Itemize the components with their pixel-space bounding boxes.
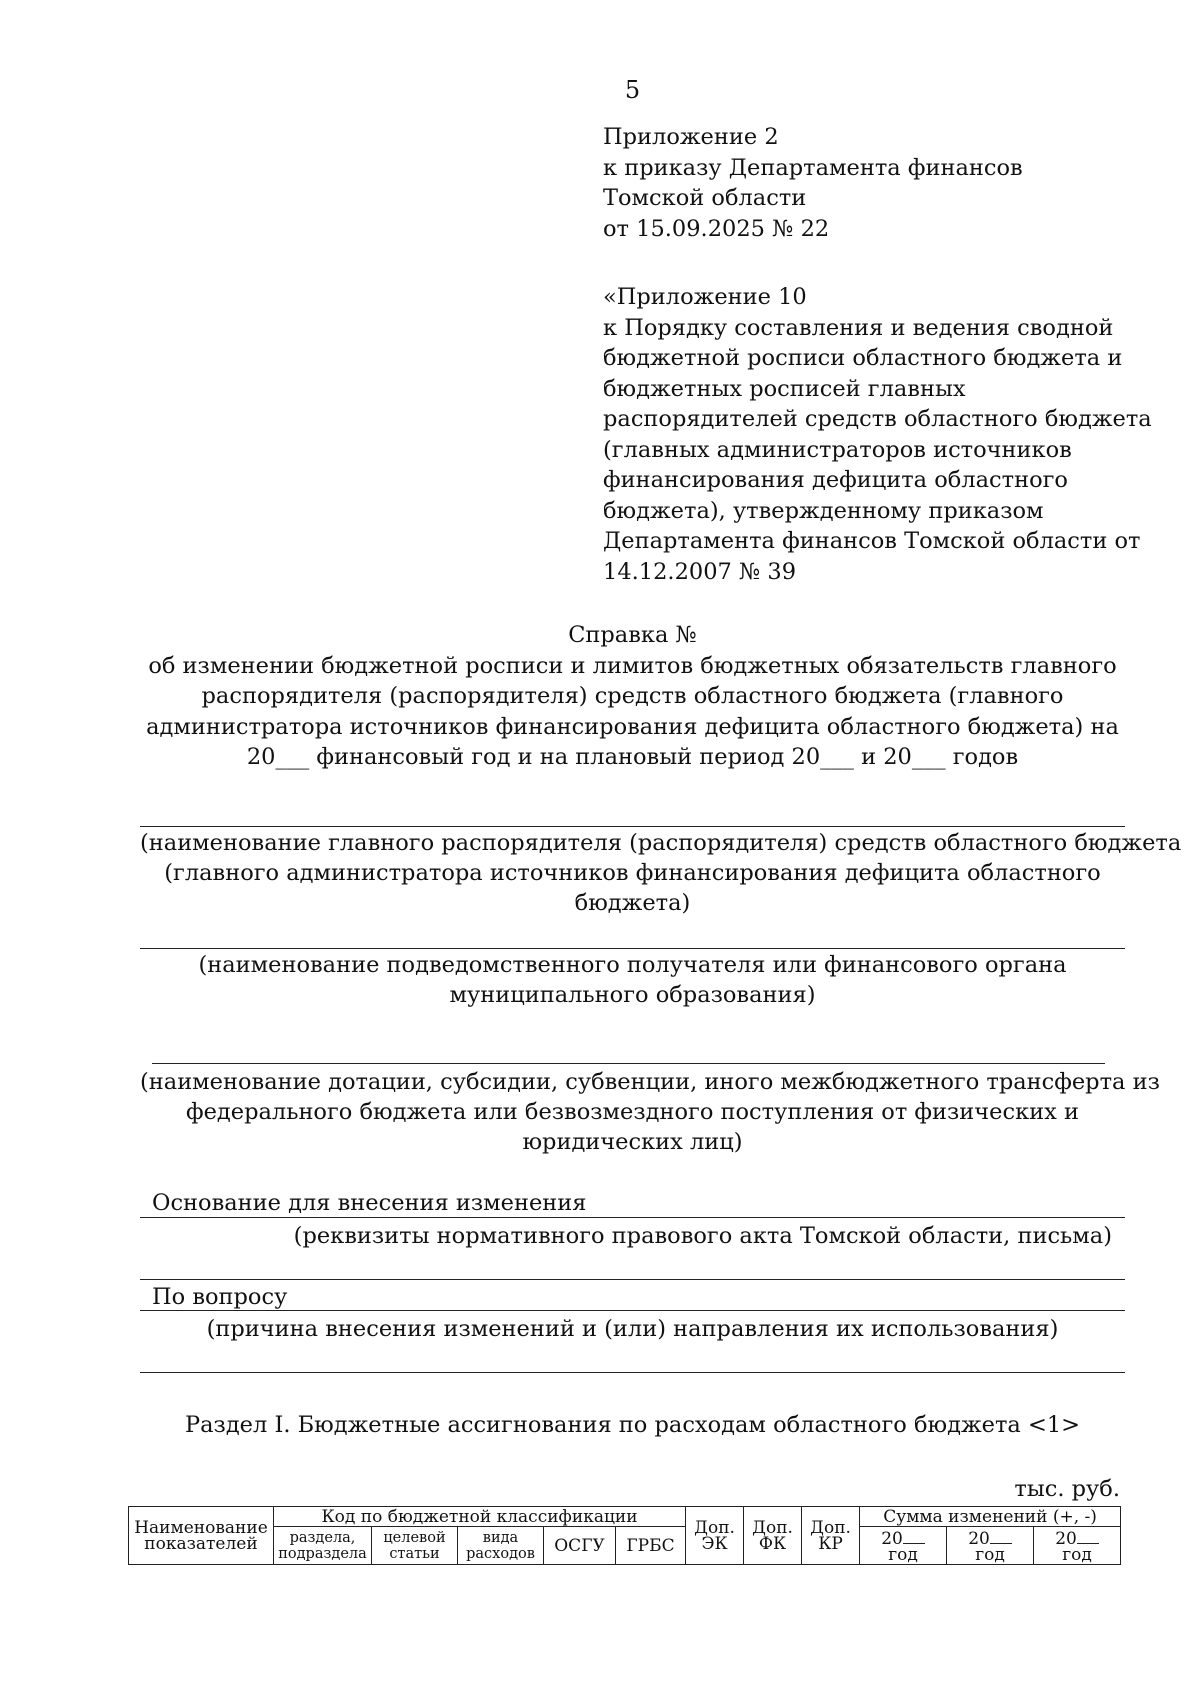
title-line: администратора источников финансирования дефицита областного бюджета) на [146,713,1119,740]
header-extra-ek: Доп. ЭК [686,1507,744,1565]
page-number: 5 [624,76,641,104]
caption-line: бюджета) [574,890,691,916]
basis-label: Основание для внесения изменения [152,1190,587,1216]
header-code-group: Код по бюджетной классификации [274,1507,686,1527]
basis-extra-line[interactable] [140,1279,1125,1280]
caption-line: (причина внесения изменений и (или) направления их использования) [206,1316,1059,1342]
header-year-3: 20 год [1034,1527,1121,1565]
appendix-header-line: Томской области [603,185,807,211]
question-caption [140,1314,1125,1344]
appendix-header-line: Приложение 2 [603,124,779,150]
appendix-quote-line: Департамента финансов Томской области от [603,528,1141,554]
caption-line: муниципального образования) [449,982,816,1008]
title-line: Справка № [568,622,697,648]
header-year-1: 20 год [860,1527,947,1565]
appendix-quote-line: бюджетной росписи областного бюджета и [603,345,1123,371]
transfer-field-line[interactable] [152,1063,1105,1064]
title-line: об изменении бюджетной росписи и лимитов бюджетных обязательств главного [148,652,1117,679]
document-title [140,620,1125,773]
caption-line: (наименование подведомственного получателя или финансового органа [198,952,1067,978]
main-manager-field-line[interactable] [140,826,1125,827]
section-title: Раздел I. Бюджетные ассигнования по расходам областного бюджета <1> [185,1412,1080,1438]
caption-line: (главного администратора источников финансирования дефицита областного [164,860,1101,886]
appendix-quote-line: бюджета), утвержденному приказом [603,497,1044,524]
transfer-caption [140,1067,1160,1157]
header-expense-type: вида расходов [458,1527,544,1565]
caption-line: юридических лиц) [522,1129,743,1155]
appendix-quote-line: 14.12.2007 № 39 [603,558,797,585]
caption-line: федерального бюджета или безвозмездного поступления от физических и [185,1099,1079,1125]
appendix-quote [603,282,1152,587]
header-indicator-name: Наименование показателей [129,1507,274,1565]
appendix-quote-line: «Приложение 10 [603,284,807,310]
header-extra-fk: Доп. ФК [744,1507,802,1565]
header-extra-kr: Доп. КР [802,1507,860,1565]
header-sum-group: Сумма изменений (+, -) [860,1507,1121,1527]
subordinate-caption [140,950,1125,1010]
appendix-header-line: к приказу Департамента финансов [603,154,1023,181]
header-year-2: 20 год [947,1527,1034,1565]
question-extra-line[interactable] [140,1372,1125,1373]
header-section-subsection: раздела, подраздела [274,1527,372,1565]
caption-line: (наименование главного распорядителя (распорядителя) средств областного бюджета [140,830,1182,856]
appendix-quote-line: (главных администраторов источников [603,436,1072,463]
caption-line: (наименование дотации, субсидии, субвенции, иного межбюджетного трансферта из [140,1069,1160,1095]
appendix-quote-line: распорядителей средств областного бюджета [603,406,1152,432]
units-label: тыс. руб. [1014,1476,1120,1502]
header-osgu: ОСГУ [544,1527,616,1565]
basis-field-line[interactable] [140,1217,1125,1218]
main-manager-caption [140,828,1182,918]
appendix-quote-line: бюджетных росписей главных [603,375,966,402]
header-target-article: целевой статьи [372,1527,458,1565]
appendix-header [603,122,1123,244]
subordinate-field-line[interactable] [140,948,1125,949]
question-label: По вопросу [152,1284,288,1310]
header-grbs: ГРБС [616,1527,686,1565]
title-line: распорядителя (распорядителя) средств областного бюджета (главного [201,683,1064,709]
appendix-quote-line: к Порядку составления и ведения сводной [603,314,1114,341]
title-line: 20___ финансовый год и на плановый период 20___ и 20___ годов [246,744,1019,770]
budget-classification-table [128,1506,1121,1565]
basis-caption: (реквизиты нормативного правового акта Томской области, письма) [293,1223,1112,1249]
question-field-line[interactable] [140,1310,1125,1311]
appendix-header-line: от 15.09.2025 № 22 [603,215,830,242]
appendix-quote-line: финансирования дефицита областного [603,467,1068,493]
